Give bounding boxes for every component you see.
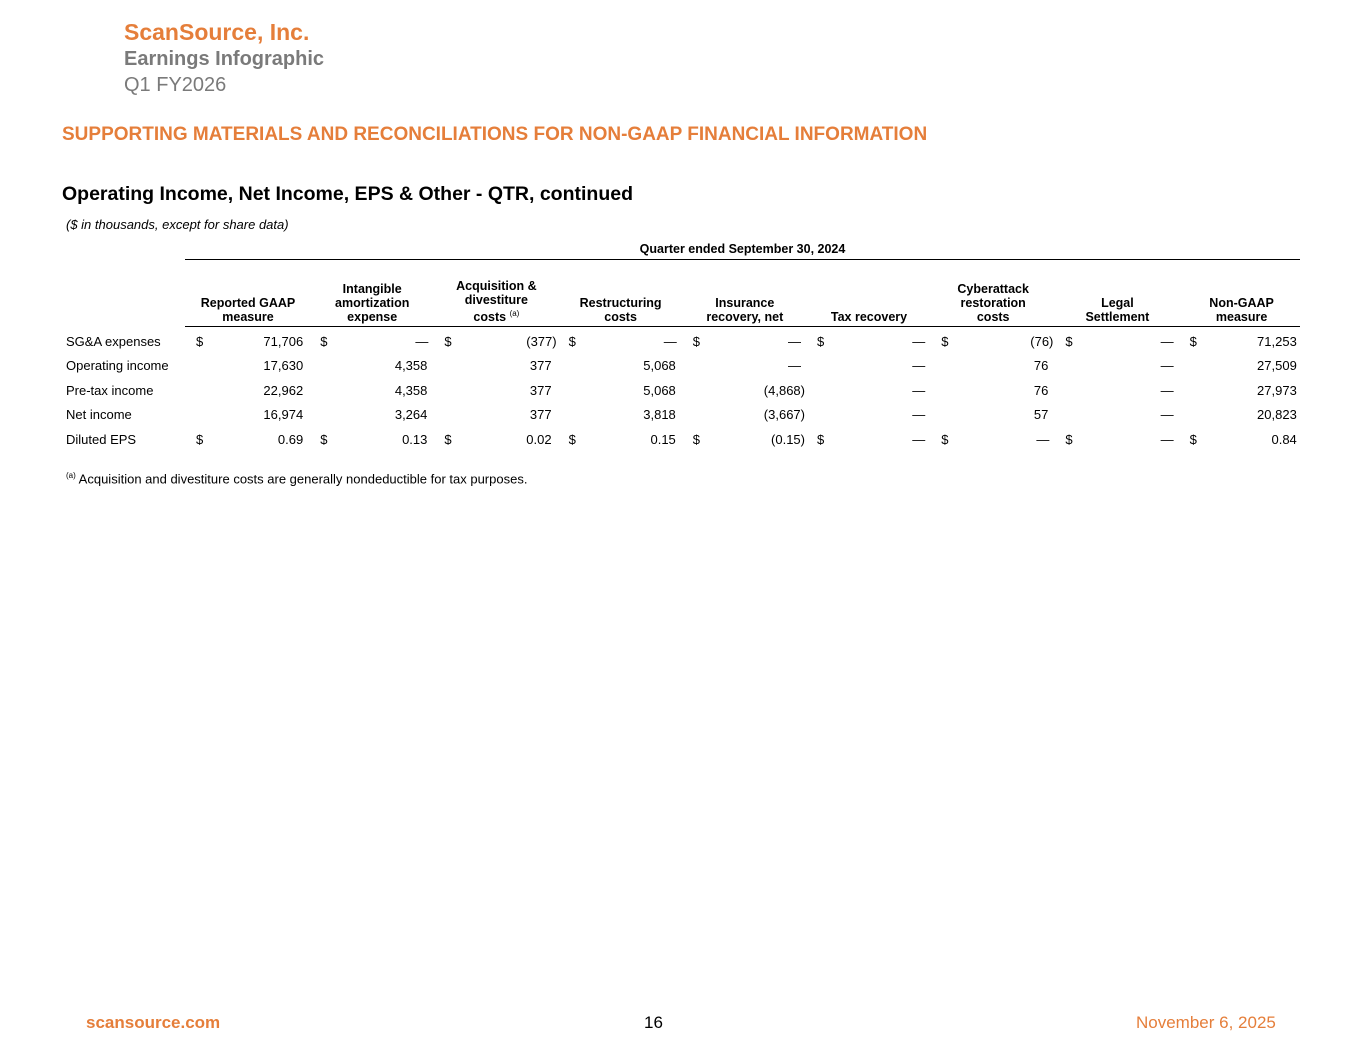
currency-symbol: $: [692, 334, 701, 349]
column-header-line: Insurance: [715, 296, 775, 310]
table-cell: —: [912, 383, 926, 398]
table-units-note: ($ in thousands, except for share data): [66, 217, 289, 232]
table-cell: 377: [529, 383, 552, 398]
column-header-rule: [185, 326, 1300, 327]
table-cell: 71,706: [263, 334, 304, 349]
currency-symbol: $: [941, 432, 949, 447]
period-header-rule: [185, 259, 1300, 260]
currency-symbol: $: [1189, 334, 1197, 349]
table-cell: (377): [526, 334, 557, 349]
column-header-line: amortization: [335, 296, 410, 310]
table-cell: —: [912, 407, 926, 422]
table-cell: (76): [1030, 334, 1054, 349]
currency-symbol: $: [568, 432, 576, 447]
column-header-5: [683, 296, 807, 324]
currency-symbol: $: [444, 432, 452, 447]
column-header-line: divestiture: [464, 292, 528, 307]
currency-symbol: $: [817, 432, 825, 447]
table-cell: —: [912, 358, 926, 373]
table-cell: (0.15): [771, 432, 805, 447]
table-cell: (3,667): [763, 407, 805, 422]
table-cell: —: [1036, 432, 1050, 447]
table-cell: 0.02: [526, 432, 552, 447]
currency-symbol: $: [196, 334, 204, 349]
currency-symbol: $: [444, 334, 452, 349]
column-header-line: costs: [604, 310, 637, 324]
column-header-line: expense: [347, 310, 398, 324]
table-cell: 3,818: [643, 407, 676, 422]
column-header-line: Intangible: [342, 282, 402, 296]
table-cell: 71,253: [1257, 334, 1297, 349]
column-header-9: [1180, 296, 1304, 324]
company-name: ScanSource, Inc.: [124, 19, 310, 45]
table-cell: 3,264: [394, 407, 428, 422]
column-header-line: measure: [1215, 310, 1268, 324]
currency-symbol: $: [1065, 334, 1073, 349]
column-header-line: Reported GAAP: [200, 296, 296, 310]
currency-symbol: $: [196, 432, 204, 447]
table-cell: 22,962: [263, 383, 304, 398]
table-cell: —: [663, 334, 677, 349]
column-header-3: [434, 279, 558, 324]
column-header-line: Cyberattack: [957, 282, 1029, 296]
period-header: Quarter ended September 30, 2024: [639, 242, 846, 256]
currency-symbol: $: [320, 334, 328, 349]
table-cell: 5,068: [643, 358, 676, 373]
column-header-line: Legal: [1101, 296, 1134, 310]
column-header-footnote-marker: (a): [509, 308, 520, 318]
row-label: Net income: [66, 407, 132, 422]
table-cell: —: [415, 334, 429, 349]
column-header-line: measure: [222, 310, 274, 324]
column-header-1: [186, 296, 310, 324]
table-cell: 0.15: [650, 432, 676, 447]
report-subtitle: Earnings Infographic: [124, 48, 325, 70]
table-cell: —: [1160, 383, 1174, 398]
table-cell: 4,358: [394, 383, 428, 398]
table-cell: 27,973: [1257, 383, 1297, 398]
row-label: Pre-tax income: [66, 383, 154, 398]
currency-symbol: $: [568, 334, 576, 349]
table-cell: 0.69: [277, 432, 304, 447]
table-cell: 377: [529, 407, 552, 422]
column-header-line: Settlement: [1085, 310, 1150, 324]
column-header-line: recovery, net: [706, 310, 784, 324]
table-title: Operating Income, Net Income, EPS & Other - QTR, continued: [62, 183, 633, 205]
footer-date: November 6, 2025: [1136, 1013, 1276, 1032]
table-cell: —: [912, 334, 926, 349]
currency-symbol: $: [320, 432, 328, 447]
footer-website[interactable]: scansource.com: [86, 1013, 221, 1032]
page-number: 16: [644, 1013, 663, 1032]
column-header-6: [807, 310, 931, 324]
table-cell: —: [1160, 407, 1174, 422]
table-cell: 57: [1033, 407, 1049, 422]
column-header-line: costs: [976, 310, 1010, 324]
section-title: SUPPORTING MATERIALS AND RECONCILIATIONS FOR NON-GAAP FINANCIAL INFORMATION: [62, 124, 928, 145]
table-cell: 377: [529, 358, 552, 373]
column-header-line: Acquisition &: [456, 278, 537, 293]
column-header-8: [1055, 296, 1179, 324]
table-cell: —: [788, 358, 801, 373]
row-label: Diluted EPS: [66, 432, 137, 447]
table-cell: —: [788, 334, 801, 349]
table-cell: —: [912, 432, 926, 447]
column-header-7: [931, 282, 1055, 324]
table-cell: 0.84: [1271, 432, 1297, 447]
column-header-line: restoration: [960, 296, 1026, 310]
table-cell: —: [1160, 358, 1174, 373]
currency-symbol: $: [692, 432, 701, 447]
column-header-line: Tax recovery: [830, 310, 908, 324]
column-header-line: costs: [473, 310, 507, 324]
table-cell: 16,974: [263, 407, 304, 422]
table-cell: 5,068: [643, 383, 676, 398]
table-cell: 27,509: [1257, 358, 1297, 373]
table-cell: (4,868): [763, 383, 805, 398]
currency-symbol: $: [1065, 432, 1073, 447]
column-header-4: [559, 296, 683, 324]
table-cell: —: [1160, 334, 1174, 349]
column-header-2: [310, 282, 434, 324]
currency-symbol: $: [941, 334, 949, 349]
footnote-marker: (a): [66, 471, 76, 480]
table-cell: 17,630: [263, 358, 304, 373]
table-cell: —: [1160, 432, 1174, 447]
table-cell: 4,358: [394, 358, 428, 373]
row-label: Operating income: [66, 358, 169, 373]
report-period: Q1 FY2026: [124, 74, 227, 96]
currency-symbol: $: [817, 334, 825, 349]
footnote: [66, 471, 527, 486]
row-label: SG&A expenses: [66, 334, 161, 349]
footnote-text: Acquisition and divestiture costs are generally nondeductible for tax purposes.: [75, 471, 528, 487]
table-cell: 0.13: [402, 432, 428, 447]
table-cell: 76: [1033, 358, 1049, 373]
column-header-line: Non-GAAP: [1209, 296, 1274, 310]
table-cell: 20,823: [1257, 407, 1297, 422]
currency-symbol: $: [1189, 432, 1197, 447]
column-header-line: Restructuring: [579, 296, 662, 310]
table-cell: 76: [1033, 383, 1049, 398]
